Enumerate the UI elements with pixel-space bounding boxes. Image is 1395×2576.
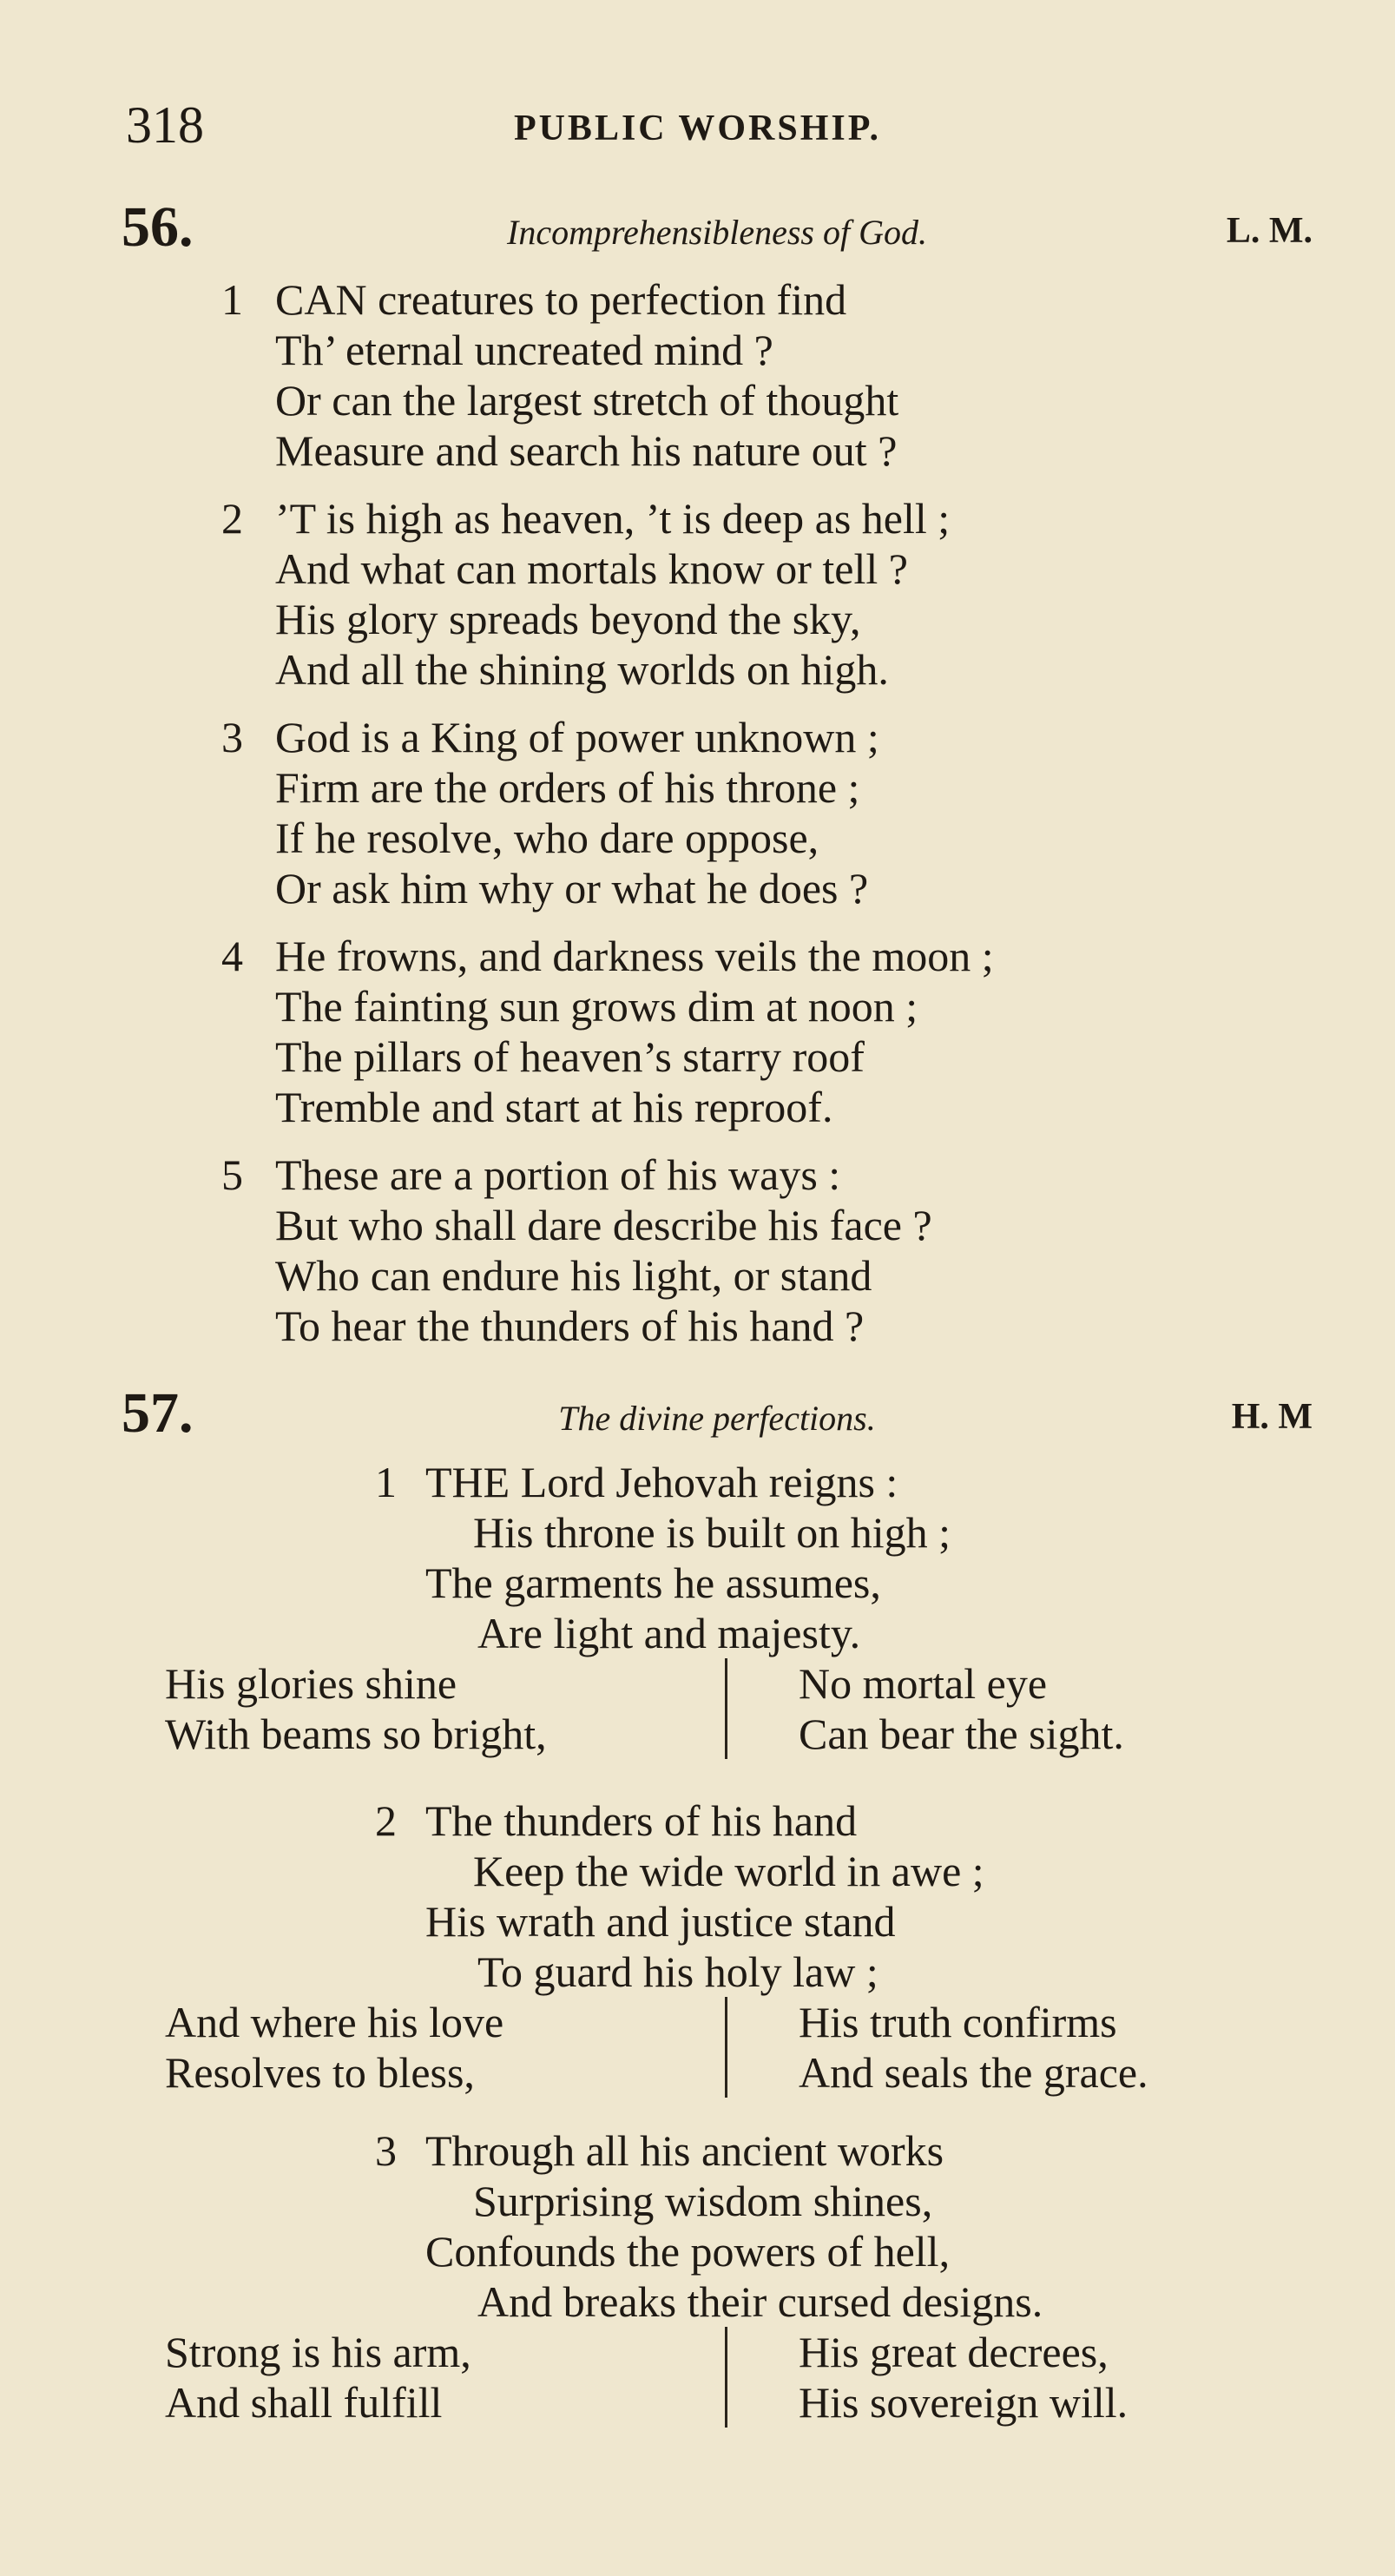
split-right [799,1997,1148,2098]
page-number: 318 [126,96,204,154]
verse-line: His truth confirms [799,1998,1117,2046]
verse-line: His great decrees, [799,2328,1109,2376]
verse-line: Or ask him why or what he does ? [275,864,869,912]
verse-line: His wrath and justice stand [425,1897,896,1946]
hymn-title: Incomprehensibleness of God. [507,213,927,252]
column-divider [725,2327,727,2428]
verse-line: And breaks their cursed designs. [477,2277,1043,2326]
stanza-number: 5 [221,1150,243,1199]
verse-line: Measure and search his nature out ? [275,426,898,475]
verse-line: If he resolve, who dare oppose, [275,814,819,862]
stanza-2 [165,1795,1259,2098]
stanza-3 [221,712,879,913]
verse-line: His throne is built on high ; [473,1508,951,1557]
stanza-number: 2 [221,494,243,543]
verse-line: God is a King of power unknown ; [275,713,879,761]
split-couplet [165,1997,1259,2098]
split-right [799,1658,1124,1759]
stanza-number: 4 [221,932,243,980]
verse-line: Through all his ancient works [425,2126,944,2175]
running-head [126,96,1269,165]
verse-line: To hear the thunders of his hand ? [275,1301,865,1350]
verse-line: THE Lord Jehovah reigns : [425,1458,898,1506]
stanza-3 [165,2125,1259,2428]
verse-line: Or can the largest stretch of thought [275,376,899,425]
stanza-number: 3 [375,2126,397,2175]
verse-line: And shall fulfill [165,2378,443,2427]
verse-line: And what can mortals know or tell ? [275,544,908,593]
verse-line: With beams so bright, [165,1710,547,1758]
verse-line: The thunders of his hand [425,1796,858,1845]
verse-line: And seals the grace. [799,2048,1148,2097]
stanza-4 [221,931,994,1132]
verse-line: Tremble and start at his reproof. [275,1083,833,1131]
split-right [799,2327,1128,2428]
stanza-number: 3 [221,713,243,761]
column-divider [725,1658,727,1759]
verse-line: ’T is high as heaven, ’t is deep as hell ; [275,494,951,543]
verse-line: Strong is his arm, [165,2328,471,2376]
verse-line: Th’ eternal uncreated mind ? [275,326,773,374]
meter-label: L. M. [1226,211,1313,251]
stanza-1 [165,1457,1259,1759]
verse-line: His glory spreads beyond the sky, [275,595,861,643]
split-couplet [165,2327,1259,2428]
hymn-number: 57. [122,1381,194,1445]
stanza-5 [221,1150,932,1351]
verse-line: Surprising wisdom shines, [473,2177,933,2225]
split-left [165,1997,503,2098]
verse-line: No mortal eye [799,1659,1048,1708]
hymn-number: 56. [122,195,194,259]
stanza-number: 1 [375,1458,397,1506]
hymn-57-heading [122,1381,1313,1448]
verse-line: His glories shine [165,1659,457,1708]
verse-line: Are light and majesty. [477,1609,861,1657]
split-left [165,2327,471,2428]
verse-line: Keep the wide world in awe ; [473,1847,984,1895]
verse-line: And where his love [165,1998,504,2046]
verse-line: His sovereign will. [799,2378,1129,2427]
verse-line: Resolves to bless, [165,2048,475,2097]
stanza-number: 1 [221,275,243,324]
split-left [165,1658,547,1759]
stanza-2 [221,493,950,695]
verse-line: He frowns, and darkness veils the moon ; [275,932,994,980]
running-title: PUBLIC WORSHIP. [513,109,882,148]
verse-line: These are a portion of his ways : [275,1150,841,1199]
stanza-number: 2 [375,1796,397,1845]
column-divider [725,1997,727,2098]
verse-line: To guard his holy law ; [477,1947,878,1996]
verse-line: The garments he assumes, [425,1558,881,1607]
verse-line: Who can endure his light, or stand [275,1251,872,1300]
verse-line: Firm are the orders of his throne ; [275,763,860,812]
split-couplet [165,1658,1259,1759]
hymn-title: The divine perfections. [558,1399,876,1438]
verse-line: And all the shining worlds on high. [275,645,889,694]
verse-line: The fainting sun grows dim at noon ; [275,982,918,1031]
verse-line: But who shall dare describe his face ? [275,1201,932,1249]
verse-line: CAN creatures to perfection find [275,275,847,324]
verse-line: The pillars of heaven’s starry roof [275,1032,865,1081]
verse-line: Can bear the sight. [799,1710,1124,1758]
stanza-1 [221,274,898,476]
meter-label: H. M [1231,1397,1313,1437]
verse-line: Confounds the powers of hell, [425,2227,951,2276]
hymn-56-heading [122,195,1313,262]
